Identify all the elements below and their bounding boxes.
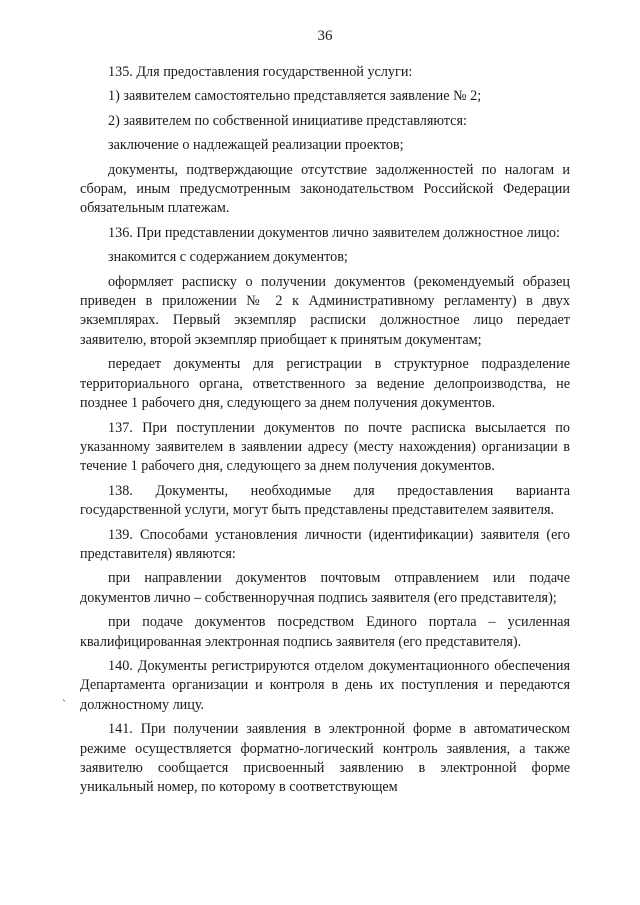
paragraph-136-item-3: передает документы для регистрации в структурное подразделение территориального органа, ответственного за ведение делопроизводства, не позднее 1 рабочего дня, следующего за днем получения документов. (80, 356, 570, 412)
paragraph-136-item-1: знакомится с содержанием документов; (108, 249, 348, 266)
paragraph-135-item-1: 1) заявителем самостоятельно представляется заявление № 2; (108, 88, 482, 105)
paragraph-138: 138. Документы, необходимые для предоставления варианта государственной услуги, могут быть представлены представителем заявителя. (80, 482, 570, 519)
paragraph-141: 141. При получении заявления в электронной форме в автоматическом режиме осуществляется форматно-логический контроль заявления, а также заявителю сообщается присвоенный заявлению в электронной форме уникальный номер, по которому в соответствующем (80, 721, 570, 796)
paragraph-135: 135. Для предоставления государственной услуги: (108, 64, 413, 80)
paragraph-136: 136. При представлении документов лично заявителем должностное лицо: (108, 224, 560, 241)
paragraph-135-documents: документы, подтверждающие отсутствие задолженностей по налогам и сборам, иным предусмотренным законодательством Российской Федерации обязательным платежам. (80, 161, 570, 217)
paragraph-140: 140. Документы регистрируются отделом документационного обеспечения Департамента организации и контроля в день их поступления и передаются должностному лицу. (80, 657, 570, 713)
paragraph-139: 139. Способами установления личности (идентификации) заявителя (его представителя) являются: (80, 526, 570, 562)
page-number: 36 (317, 28, 333, 44)
paragraph-135-conclusion: заключение о надлежащей реализации проектов; (108, 137, 404, 154)
paragraph-136-item-2: оформляет расписку о получении документов (рекомендуемый образец приведен в приложении № 2 к Административному регламенту) в двух экземплярах. Первый экземпляр расписки должностное лицо передает заявителю, второй экземпляр приобщает к принятым документам; (80, 273, 570, 348)
paragraph-139-item-2: при подаче документов посредством Единого портала – усиленная квалифицированная электронная подпись заявителя (его представителя). (80, 614, 570, 650)
paragraph-137: 137. При поступлении документов по почте расписка высылается по указанному заявителем в заявлении адресу (месту нахождения) организации в течение 1 рабочего дня, следующего за днем получения документов. (80, 419, 570, 475)
margin-mark: ˏ (62, 688, 66, 702)
paragraph-135-item-2: 2) заявителем по собственной инициативе представляются: (108, 112, 467, 129)
paragraph-139-item-1: при направлении документов почтовым отправлением или подаче документов лично – собственноручная подпись заявителя (его представителя); (80, 570, 570, 606)
